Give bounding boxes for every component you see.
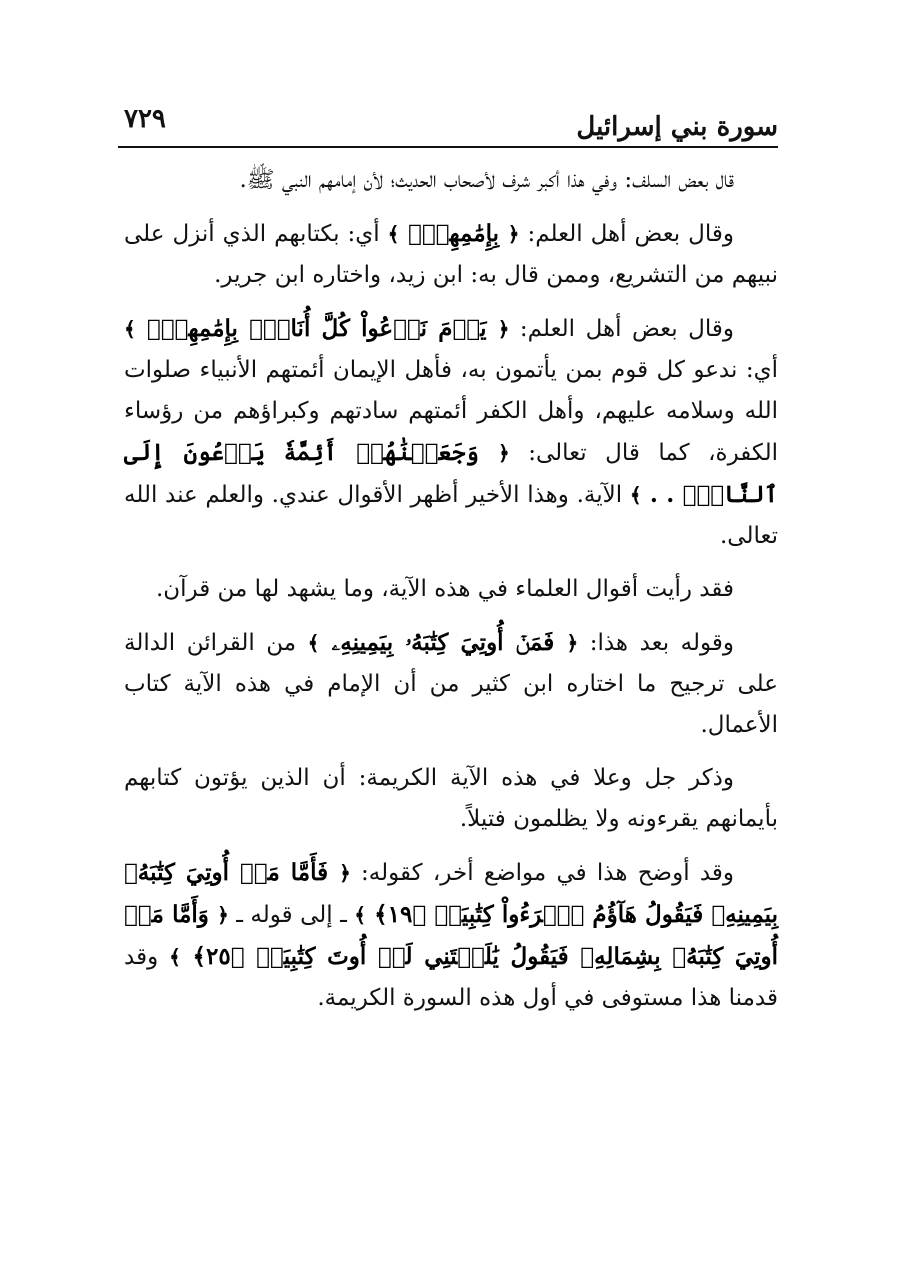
quran-verse-text: فَأَمَّا مَنۡ أُوتِيَ كِتَٰبَهُۥ بِيَمِينِهِۦ فَيَقُولُ هَآؤُمُ ٱقۡرَءُواْ كِتَٰبِيَهۡ ﴿١٩﴾ — [124, 859, 778, 928]
paragraph — [124, 622, 778, 746]
paragraph-text: وقال بعض أهل العلم: — [519, 221, 735, 247]
paragraph — [124, 160, 778, 201]
paragraph-text: وقد أوضح هذا في مواضع أخر، كقوله: — [350, 860, 735, 886]
paragraph-text: وقال بعض أهل العلم: — [509, 316, 734, 342]
paragraph — [124, 569, 778, 610]
quran-verse-text: بِإِمَٰمِهِمۡۖ — [408, 220, 500, 247]
paragraph — [124, 308, 778, 557]
quran-verse-text: وَجَعَلۡنَٰهُمۡ أَئِمَّةٗ يَدۡعُونَ إِلَى ٱلنَّارِۖ . . — [124, 439, 778, 508]
ornate-bracket-close: ﴾ — [307, 631, 320, 655]
paragraph-text: وقد قدمنا هذا مستوفى في أول هذه السورة الكريمة. — [124, 944, 778, 1011]
ornate-bracket-close: ﴾ — [387, 222, 400, 246]
paragraph-text: وذكر جل وعلا في هذه الآية الكريمة: أن الذين يؤتون كتابهم بأيمانهم يقرءونه ولا يظلمون فتيلاً. — [124, 765, 778, 832]
quran-verse-text: يَوۡمَ نَدۡعُواْ كُلَّ أُنَاسِۭ بِإِمَٰمِهِمۡۖ — [146, 315, 487, 342]
ornate-bracket-close: ﴾ — [354, 903, 367, 927]
ornate-bracket-close: ﴾ — [629, 483, 642, 507]
paragraph-text: قال بعض السلف: وفي هذا أكبر شرف لأصحاب الحديث؛ لأن إمامهم النبي ﷺ. — [239, 167, 734, 193]
paragraph-text: أي: ندعو كل قوم بمن يأتمون به، فأهل الإيمان أئمتهم الأنبياء صلوات الله وسلامه عليهم، وأهل الكفر أئمتهم سادتهم وكبراؤهم من رؤساء الكفرة، كما قال تعالى: — [124, 357, 778, 466]
paragraph-text: الآية. وهذا الأخير أظهر الأقوال عندي. والعلم عند الله تعالى. — [124, 482, 778, 549]
ornate-bracket-close: ﴾ — [169, 945, 181, 969]
paragraph-text: ـ إلى قوله ـ — [228, 902, 355, 928]
ornate-bracket-open: ﴿ — [217, 903, 229, 927]
paragraph — [124, 213, 778, 296]
ornate-bracket-open: ﴿ — [497, 317, 510, 341]
ornate-bracket-open: ﴿ — [566, 631, 579, 655]
ornate-bracket-open: ﴿ — [339, 861, 351, 885]
ornate-bracket-open: ﴿ — [507, 222, 520, 246]
ornate-bracket-open: ﴿ — [498, 441, 510, 465]
paragraph-text: وقوله بعد هذا: — [578, 630, 734, 656]
running-title: سورة بني إسرائيل — [576, 112, 778, 142]
quran-verse-text: وَأَمَّا مَنۡ أُوتِيَ كِتَٰبَهُۥ بِشِمَالِهِۦ فَيَقُولُ يَٰلَيۡتَنِي لَمۡ أُوتَ كِتَٰبِيَهۡ ﴿٢٥﴾ — [124, 901, 778, 970]
quran-verse — [388, 220, 520, 247]
paragraph — [124, 852, 778, 1019]
paragraph — [124, 758, 778, 840]
paragraph-text: فقد رأيت أقوال العلماء في هذه الآية، وما يشهد لها من قرآن. — [155, 576, 734, 602]
page-number: ٧٢٩ — [124, 104, 166, 134]
quran-verse-text: فَمَنۡ أُوتِيَ كِتَٰبَهُۥ بِيَمِينِهِۦ — [331, 629, 555, 656]
ornate-bracket-close: ﴾ — [124, 317, 136, 341]
page-header — [118, 96, 778, 148]
quran-verse — [124, 315, 509, 342]
body-text — [124, 160, 778, 1031]
quran-verse — [308, 629, 579, 656]
paragraph-text: من القرائن الدالة على ترجيح ما اختاره ابن كثير من أن الإمام في هذه الآية كتاب الأعمال. — [124, 630, 778, 738]
paragraph-text: أي: بكتابهم الذي أنزل على نبيهم من التشريع، وممن قال به: ابن زيد، واختاره ابن جرير. — [124, 221, 778, 288]
